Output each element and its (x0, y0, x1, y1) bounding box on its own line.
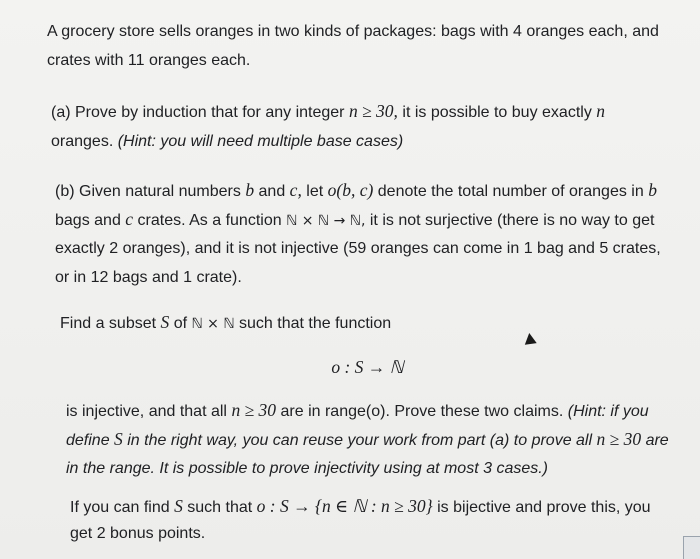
mouse-cursor-icon (523, 332, 536, 345)
part-a-line-1 (51, 97, 605, 127)
part-b-text: denote the total number of oranges in (377, 183, 644, 200)
bonus-line-1 (70, 492, 651, 522)
math-S: S (114, 429, 123, 449)
injective-hint: (Hint: if you (567, 403, 649, 420)
injective-text: is injective, and that all (66, 403, 227, 420)
intro-line-2: crates with 11 oranges each. (47, 52, 251, 69)
math-n-ge-30: n ≥ 30, (348, 101, 398, 121)
part-b-line-4: or in 12 bags and 1 crate). (55, 269, 242, 286)
part-b-text: let (306, 183, 324, 200)
math-n-ge-30: n ≥ 30 (596, 429, 642, 449)
injective-line-1 (66, 396, 649, 426)
part-b-text: and (258, 183, 286, 200)
find-text: such that the function (239, 315, 392, 332)
math-c: c (125, 209, 134, 229)
part-b-text: bags and (55, 212, 121, 229)
window-corner (683, 536, 700, 559)
bonus-text: such that (187, 499, 253, 516)
part-b-text: (b) Given natural numbers (55, 183, 241, 200)
part-b-line-2 (55, 205, 654, 236)
math-b: b (245, 180, 255, 200)
math-S: S (174, 496, 183, 516)
injective-line-3: in the range. It is possible to prove injectivity using at most 3 cases.) (66, 460, 549, 477)
math-c: c, (289, 180, 302, 200)
math-b: b (648, 180, 657, 200)
part-b-line-3: exactly 2 oranges), and it is not injective (59 oranges can come in 1 bag and 5 crates, (55, 240, 661, 257)
part-b-line-1 (55, 176, 657, 206)
injective-hint: define (66, 432, 110, 449)
display-equation (0, 353, 700, 383)
find-text: of (173, 315, 188, 332)
math-bijection-map: o : S → {n ∈ ℕ : n ≥ 30} (256, 496, 433, 516)
injective-text: are in range(o). Prove these two claims. (280, 403, 564, 420)
part-b-text: crates. As a function (137, 212, 282, 229)
part-a-text: oranges. (51, 133, 114, 150)
math-function-signature: ℕ × ℕ → ℕ, (286, 213, 366, 229)
find-line (60, 308, 391, 339)
intro-line-1: A grocery store sells oranges in two kinds of packages: bags with 4 oranges each, and (47, 23, 659, 40)
part-a-text: it is possible to buy exactly (402, 104, 592, 121)
part-a-hint: (Hint: you will need multiple base cases) (117, 133, 404, 150)
bonus-line-2: get 2 bonus points. (70, 525, 206, 542)
part-b-text: it is not surjective (there is no way to get (369, 212, 655, 229)
bonus-text: is bijective and prove this, you (437, 499, 651, 516)
bonus-text: If you can find (70, 499, 170, 516)
math-N-times-N: ℕ × ℕ (191, 316, 235, 332)
find-text: Find a subset (60, 315, 157, 332)
math-n-ge-30: n ≥ 30 (231, 400, 277, 420)
math-o-S-to-N: o : S → ℕ (331, 357, 404, 377)
math-S: S (160, 312, 170, 332)
math-o-b-c: o(b, c) (327, 180, 374, 200)
injective-hint: in the right way, you can reuse your work from part (a) to prove all (127, 432, 593, 449)
part-a-text: (a) Prove by induction that for any integer (51, 104, 345, 121)
math-n: n (596, 101, 606, 121)
injective-line-2 (66, 425, 669, 455)
injective-hint: are (645, 432, 669, 449)
part-a-line-2 (51, 127, 403, 156)
